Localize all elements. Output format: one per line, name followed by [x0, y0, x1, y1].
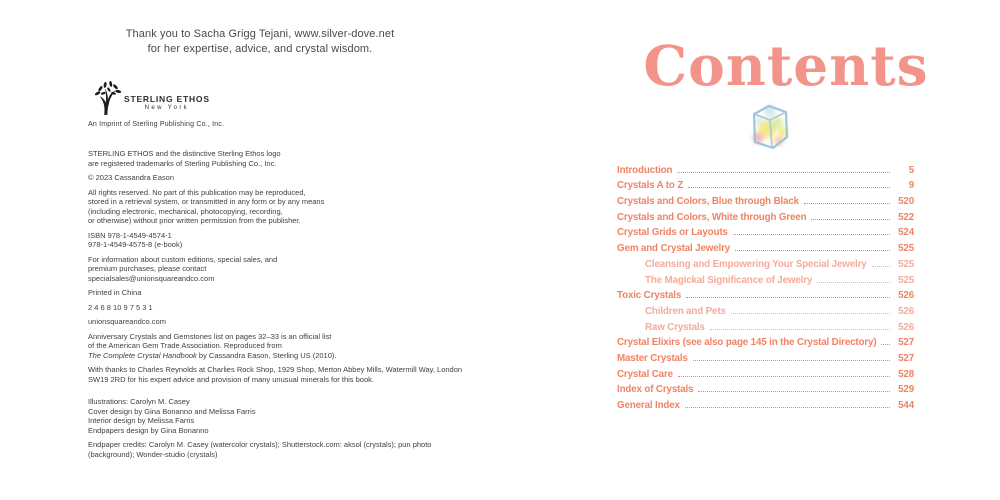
copyright-line: are registered trademarks of Sterling Publishing Co., Inc. — [88, 158, 277, 168]
toc-entry-label: The Magickal Significance of Jewelry — [645, 274, 813, 286]
toc-entry — [617, 333, 914, 349]
toc-entry — [617, 160, 914, 176]
toc-entry-label: Crystal Care — [617, 368, 673, 380]
dedication-text — [110, 27, 410, 57]
publisher-logo-text — [124, 94, 210, 111]
toc-dot-leader — [881, 344, 890, 345]
copyright-paragraph — [88, 397, 518, 435]
copyright-line: (background); Wonder-studio (crystals) — [88, 449, 218, 459]
publisher-logo — [92, 80, 210, 116]
toc-dot-leader — [686, 297, 890, 298]
toc-dot-leader — [872, 266, 890, 267]
contents-title: Contents — [643, 33, 929, 98]
toc-entry-label: Introduction — [617, 164, 673, 176]
toc-entry-label: General Index — [617, 400, 680, 411]
copyright-paragraph — [88, 440, 518, 459]
toc-entry-label: Children and Pets — [645, 305, 726, 317]
toc-dot-leader — [685, 407, 890, 408]
copyright-line: of the American Gem Trade Association. Reproduced from — [88, 341, 282, 350]
copyright-line: STERLING ETHOS and the distinctive Sterling Ethos logo — [88, 149, 281, 158]
copyright-line: Endpaper credits: Carolyn M. Casey (watercolor crystals); Shutterstock.com: aksol (crystals); pun photo — [88, 440, 432, 449]
toc-entry — [617, 223, 914, 239]
toc-dot-leader — [678, 376, 890, 377]
toc-entry — [617, 238, 914, 254]
copyright-line: 978-1-4549-4575-8 (e-book) — [88, 240, 183, 249]
copyright-line: premium purchases, please contact — [88, 264, 207, 273]
toc-entry-page-number: 529 — [898, 384, 914, 396]
toc-entry-page-number: 525 — [898, 274, 914, 286]
copyright-line: stored in a retrieval system, or transmitted in any form or by any means — [88, 197, 325, 206]
toc-dot-leader — [693, 360, 890, 361]
dedication-line-2: for her expertise, advice, and crystal wisdom. — [147, 43, 373, 55]
toc-entry — [617, 207, 914, 223]
copyright-line: SW19 2RD for his expert advice and provision of many unusual minerals for this book. — [88, 374, 374, 384]
table-of-contents — [617, 160, 914, 411]
publisher-name: STERLING ETHOS — [124, 94, 210, 104]
copyright-paragraph — [88, 332, 518, 361]
toc-entry — [617, 395, 914, 411]
copyright-line: Cover design by Gina Bonanno and Melissa Farris — [88, 406, 256, 416]
toc-entry-label: Crystal Elixirs (see also page 145 in the Crystal Directory) — [617, 337, 877, 349]
copyright-line: © 2023 Cassandra Eason — [88, 173, 174, 182]
publisher-city: New York — [144, 105, 190, 111]
toc-dot-leader — [710, 329, 890, 330]
toc-entry-page-number: 524 — [898, 227, 914, 239]
toc-entry-page-number: 5 — [908, 164, 914, 176]
copyright-paragraph — [88, 303, 518, 313]
copyright-paragraph — [88, 188, 518, 226]
copyright-paragraph — [88, 149, 518, 168]
toc-entry — [617, 364, 914, 380]
toc-entry — [617, 286, 914, 302]
toc-entry-page-number: 525 — [898, 243, 914, 255]
copyright-line: All rights reserved. No part of this publication may be reproduced, — [88, 187, 306, 197]
copyright-line: For information about custom editions, special sales, and — [88, 254, 278, 264]
copyright-line: specialsales@unionsquareandco.com — [88, 273, 215, 283]
toc-entry — [617, 176, 914, 192]
copyright-line: Endpapers design by Gina Bonanno — [88, 425, 209, 435]
toc-entry-label: Crystals A to Z — [617, 180, 684, 192]
toc-entry — [617, 348, 914, 364]
copyright-paragraph — [88, 173, 518, 183]
copyright-line: Printed in China — [88, 288, 142, 297]
toc-entry — [617, 191, 914, 207]
toc-entry-label: Index of Crystals — [617, 384, 694, 396]
toc-entry-label: Crystals and Colors, Blue through Black — [617, 196, 799, 208]
toc-entry-label: Raw Crystals — [645, 321, 705, 333]
toc-entry-page-number: 522 — [898, 211, 914, 223]
copyright-line: ISBN 978-1-4549-4574-1 — [88, 230, 172, 240]
toc-entry-page-number: 525 — [898, 258, 914, 270]
copyright-line: Interior design by Melissa Farris — [88, 416, 195, 425]
copyright-line: (including electronic, mechanical, photocopying, recording, — [88, 206, 283, 216]
toc-dot-leader — [811, 219, 890, 220]
toc-entry — [617, 317, 914, 333]
toc-dot-leader — [731, 313, 890, 314]
copyright-line: or otherwise) without prior written permission from the publisher. — [88, 216, 301, 225]
toc-entry-page-number: 526 — [898, 290, 914, 302]
toc-entry-page-number: 520 — [898, 196, 914, 208]
toc-entry-page-number: 526 — [898, 305, 914, 317]
toc-entry-label: Crystals and Colors, White through Green — [617, 211, 807, 223]
copyright-line: The Complete Crystal Handbook by Cassandra Eason, Sterling US (2010). — [88, 350, 337, 360]
toc-dot-leader — [817, 282, 890, 283]
toc-dot-leader — [804, 203, 890, 204]
tree-icon — [92, 80, 122, 116]
toc-entry-label: Toxic Crystals — [617, 290, 682, 302]
toc-entry-label: Cleansing and Empowering Your Special Jewelry — [645, 258, 867, 270]
copyright-block — [88, 149, 518, 464]
toc-entry-page-number: 9 — [908, 180, 914, 192]
copyright-line: Anniversary Crystals and Gemstones list on pages 32–33 is an official list — [88, 331, 332, 341]
copyright-paragraph — [88, 255, 518, 284]
imprint-line: An Imprint of Sterling Publishing Co., Inc. — [88, 121, 225, 128]
toc-dot-leader — [735, 250, 890, 251]
toc-entry-label: Master Crystals — [617, 352, 688, 364]
dedication-line-1: Thank you to Sacha Grigg Tejani, www.silver-dove.net — [125, 28, 395, 40]
copyright-paragraph — [88, 365, 518, 384]
toc-entry-page-number: 526 — [898, 321, 914, 333]
watercolor-crystal-cube-icon — [746, 99, 794, 152]
copyright-paragraph — [88, 231, 518, 250]
copyright-line: Illustrations: Carolyn M. Casey — [88, 397, 190, 406]
copyright-line: unionsquareandco.com — [88, 317, 166, 326]
copyright-paragraph — [88, 317, 518, 327]
toc-dot-leader — [698, 391, 890, 392]
toc-entry-label: Crystal Grids or Layouts — [617, 227, 728, 239]
toc-entry-page-number: 527 — [898, 352, 914, 364]
toc-entry — [617, 254, 914, 270]
copyright-paragraph — [88, 288, 518, 298]
toc-entry-page-number: 544 — [898, 400, 914, 411]
toc-entry-label: Gem and Crystal Jewelry — [617, 243, 731, 255]
toc-dot-leader — [688, 187, 890, 188]
toc-dot-leader — [733, 234, 890, 235]
toc-entry — [617, 380, 914, 396]
toc-entry — [617, 270, 914, 286]
toc-dot-leader — [677, 172, 890, 173]
toc-entry-page-number: 527 — [898, 337, 914, 349]
copyright-line: 2 4 6 8 10 9 7 5 3 1 — [88, 302, 153, 312]
toc-entry — [617, 301, 914, 317]
copyright-line: With thanks to Charles Reynolds at Charlies Rock Shop, 1929 Shop, Merton Abbey Mills, Watermill Way, London — [88, 365, 463, 374]
toc-entry-page-number: 528 — [898, 368, 914, 380]
